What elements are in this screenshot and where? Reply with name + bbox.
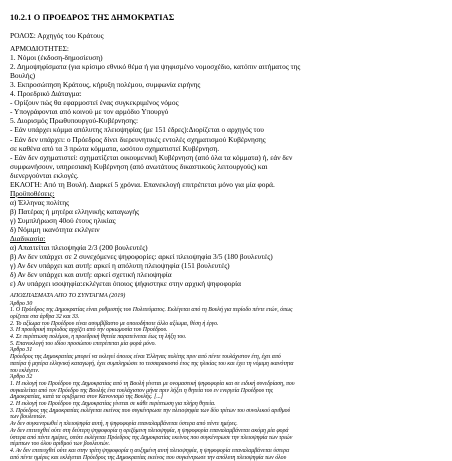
text-line: β) Πατέρας ή μητέρα ελληνικής καταγωγής bbox=[10, 206, 140, 216]
text-line: Προϋποθέσεις: bbox=[10, 188, 55, 198]
text-line: - Εάν δεν σχηματιστεί: σχηματίζεται οικουμενική Κυβέρνηση (από όλα τα κόμματα) ή, εάν δεν bbox=[10, 152, 293, 162]
excerpt-line: Άρθρο 30 bbox=[10, 300, 33, 307]
text-line: Διαδικασία: bbox=[10, 234, 46, 244]
text-line: γ) Συμπλήρωση 40ού έτους ηλικίας bbox=[10, 215, 116, 225]
excerpt-line: 1. Η εκλογή του Προέδρου της Δημοκρατίας από τη Βουλή γίνεται με ονομαστική ψηφοφορία και σε ειδική συνεδρίαση, που bbox=[10, 380, 295, 387]
text-line: 4. Προεδρικό Διάταγμα: bbox=[10, 89, 82, 99]
excerpt-line: συγκαλείται από τον Πρόεδρο της Βουλής ένα τουλάχιστον μήνα πριν λήξει η θητεία του εν ενεργεία Προέδρου της bbox=[10, 387, 273, 394]
text-line: - Ορίζουν πώς θα εφαρμοστεί ένας συγκεκριμένος νόμος bbox=[10, 98, 179, 108]
constitution-excerpts-title: ΑΠΟΣΠΑΣΜΑΤΑ ΑΠΟ ΤΟ ΣΥΝΤΑΓΜΑ (2019) bbox=[10, 293, 126, 300]
text-line: 3. Εκπροσώπηση Κράτους, κήρυξη πολέμου, συμφωνία ειρήνης bbox=[10, 80, 201, 90]
excerpt-line: 2. Η εκλογή του Προέδρου της Δημοκρατίας γίνεται σε κάθε περίπτωση για πλήρη θητεία. bbox=[10, 401, 216, 408]
text-line: β) Αν δεν υπάρχει σε 2 συνεχόμενες ψηφοφορίες: αρκεί πλειοψηφία 3/5 (180 βουλευτές) bbox=[10, 252, 273, 262]
text-line: α) Έλληνας πολίτης bbox=[10, 197, 70, 207]
excerpt-line: των βουλευτών. bbox=[10, 414, 47, 421]
excerpt-line: 3. Η προεδρική περίοδος αρχίζει από την ορκωμοσία του Προέδρου. bbox=[10, 327, 168, 334]
text-line: δ) Αν δεν υπάρχει και αυτή: αρκεί σχετική πλειοψηφία bbox=[10, 270, 172, 280]
excerpt-line: του εκλέγειν. bbox=[10, 367, 40, 374]
excerpt-line: 4. Αν δεν επιτευχθεί ούτε και στην τρίτη ψηφοφορία η αυξημένη αυτή πλειοψηφία, η ψηφοφορία επαναλαμβάνεται ύστερα bbox=[10, 447, 290, 454]
excerpt-line: ύστερα από πέντε ημέρες, οπότε εκλέγεται Πρόεδρος της Δημοκρατίας εκείνος που συγκέντρωσε την πλειοψηφία των τριών bbox=[10, 434, 293, 441]
text-line: ΡΟΛΟΣ: Αρχηγός του Κράτους bbox=[10, 31, 104, 40]
text-line: 1. Νόμοι (έκδοση-δημοσίευση) bbox=[10, 53, 103, 63]
excerpt-line: 3. Πρόεδρος της Δημοκρατίας εκλέγεται εκείνος που συγκέντρωσε την πλειοψηφία των δύο τρίτων του συνολικού αριθμού bbox=[10, 407, 291, 414]
excerpt-line: 1. Ο Πρόεδρος της Δημοκρατίας είναι ρυθμιστής του Πολιτεύματος. Εκλέγεται από τη Βουλή για περίοδο πέντε ετών, όπως bbox=[10, 307, 293, 314]
excerpt-line: πέμπτων του όλου αριθμού των βουλευτών. bbox=[10, 441, 110, 448]
text-line: - Υπογράφονται από κοινού με τον αρμόδιο Υπουργό bbox=[10, 107, 169, 117]
text-line: - Εάν υπάρχει κόμμα απόλυτης πλειοψηφίας (με 151 έδρες):Διορίζεται ο αρχηγός του bbox=[10, 125, 264, 135]
excerpt-line: 4. Σε περίπτωση πολέμου, η προεδρική θητεία παρατείνεται έως τη λήξη του. bbox=[10, 334, 187, 341]
text-line: 2. Δημοψηφίσματα (για κρίσιμο εθνικό θέμα ή για ψηφισμένο νομοσχέδιο, κατόπιν αιτήματος της bbox=[10, 62, 301, 72]
excerpt-line: πατέρα ή μητέρα ελληνική καταγωγή, έχει συμπληρώσει το τεσσαρακοστό έτος της ηλικίας του και έχει τη νόμιμη ικανότητα bbox=[10, 360, 294, 367]
text-line: 5. Διορισμός Πρωθυπουργού-Κυβέρνησης: bbox=[10, 116, 139, 126]
excerpt-line: 2. Το αξίωμα του Προέδρου είναι ασυμβίβαστο με οποιοδήποτε άλλο αξίωμα, θέση ή έργο. bbox=[10, 320, 219, 327]
text-line: ΑΡΜΟΔΙΟΤΗΤΕΣ: bbox=[10, 44, 69, 54]
constitution-excerpts-block bbox=[10, 301, 444, 461]
text-line: δ) Νόμιμη ικανότητα εκλέγειν bbox=[10, 224, 100, 234]
excerpt-line: 5. Επανεκλογή του ιδίου προσώπου επιτρέπεται μία φορά μόνο. bbox=[10, 340, 156, 347]
text-line: ΕΚΛΟΓΗ: Από τη Βουλή. Διαρκεί 5 χρόνια. Επανεκλογή επιτρέπεται μόνο για μία φορά. bbox=[10, 179, 275, 189]
text-line: σε καθένα από τα 3 πρώτα κόμματα, ωσότου σχηματιστεί Κυβέρνηση. bbox=[10, 143, 220, 153]
main-text-block bbox=[10, 31, 444, 288]
text-line: γ) Αν δεν υπάρχει και αυτή: αρκεί η απόλυτη πλειοψηφία (151 βουλευτές) bbox=[10, 261, 230, 271]
excerpt-line: Άρθρο 32 bbox=[10, 374, 33, 381]
text-line: συμφωνήσουν, υπηρεσιακή Κυβέρνηση (από ανωτάτους δικαστικούς λειτουργούς) και bbox=[10, 161, 268, 171]
excerpt-line: από πέντε ημέρες και εκλέγεται Πρόεδρος της Δημοκρατίας εκείνος που συγκέντρωσε την απόλυτη πλειοψηφία των όλου bbox=[10, 454, 287, 461]
excerpt-line: Αν δεν επιτευχθεί ούτε στη δεύτερη ψηφοφορία η οριζόμενη πλειοψηφία, η ψηφοφορία επαναλαμβάνεται ακόμη μία φορά bbox=[10, 427, 289, 434]
text-line: α) Απαιτείται πλειοψηφία 2/3 (200 βουλευτές) bbox=[10, 243, 148, 253]
text-line: διενεργούνται εκλογές. bbox=[10, 170, 79, 180]
excerpt-line: Αν δεν συγκεντρωθεί η πλειοψηφία αυτή, η ψηφοφορία επαναλαμβάνεται ύστερα από πέντε ημέρες. bbox=[10, 421, 238, 428]
excerpt-line: Άρθρο 31 bbox=[10, 347, 33, 354]
text-line: Βουλής) bbox=[10, 71, 36, 81]
excerpt-line: Πρόεδρος της Δημοκρατίας μπορεί να εκλεγεί όποιος είναι Έλληνας πολίτης πριν από πέντε τουλάχιστον έτη, έχει από bbox=[10, 354, 281, 361]
text-line: - Εάν δεν υπάρχει: ο Πρόεδρος δίνει διερευνητικές εντολές σχηματισμού Κυβέρνησης bbox=[10, 134, 266, 144]
section-heading: 10.2.1 Ο ΠΡΟΕΔΡΟΣ ΤΗΣ ΔΗΜΟΚΡΑΤΙΑΣ bbox=[10, 13, 175, 22]
excerpt-line: Δημοκρατίας, κατά τα οριζόμενα στον Κανονισμό της Βουλής. [...] bbox=[10, 394, 164, 401]
excerpt-line: ορίζεται στα άρθρα 32 και 33. bbox=[10, 313, 80, 320]
text-line: ε) Αν υπάρχει ισοψηφία:εκλέγεται όποιος ψήφιστηκε στην αρχική ψηφοφορία bbox=[10, 279, 241, 289]
